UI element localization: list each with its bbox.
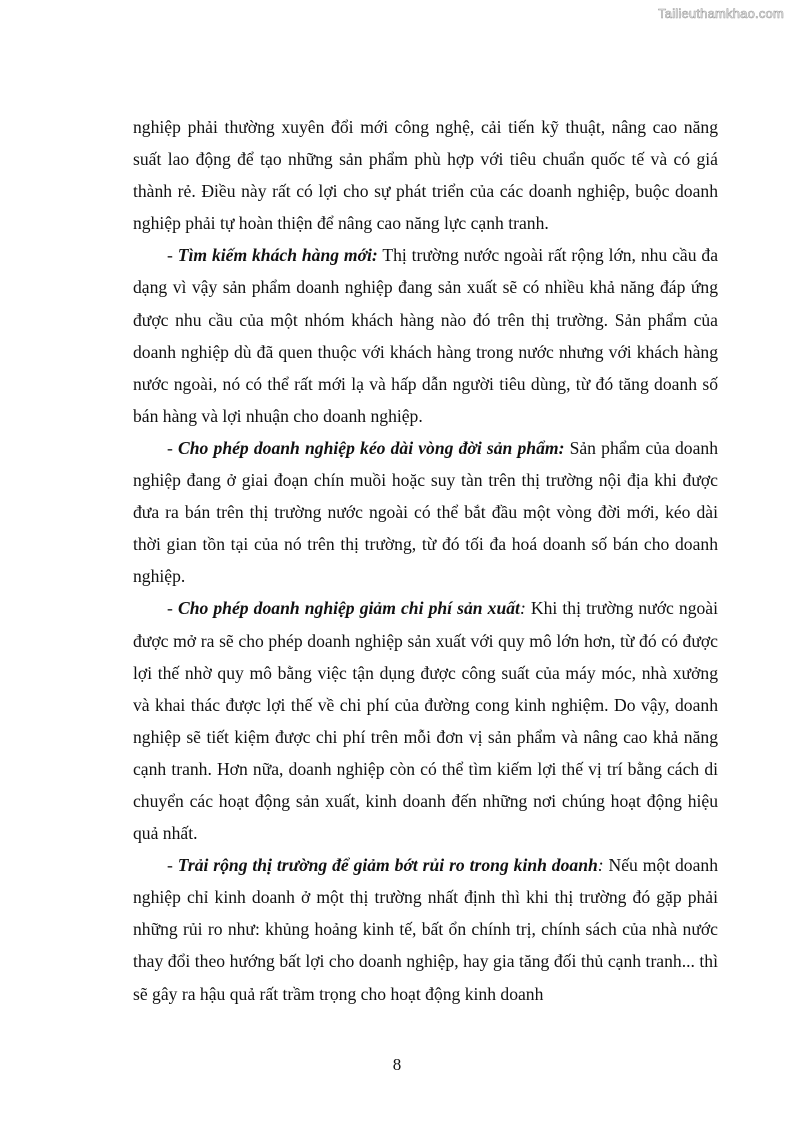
- paragraph-4-sep: :: [519, 598, 526, 619]
- paragraph-2: [133, 239, 718, 432]
- paragraph-2-lead: -: [167, 245, 178, 266]
- paragraph-5-lead: -: [167, 855, 178, 876]
- paragraph-1: [133, 111, 718, 239]
- paragraph-2-term: Tìm kiếm khách hàng mới:: [177, 245, 378, 266]
- document-body: [133, 111, 718, 1010]
- paragraph-2-text: Thị trường nước ngoài rất rộng lớn, nhu cầu đa dạng vì vậy sản phẩm doanh nghiệp đang sản xuất sẽ có nhiều khả năng đáp ứng được nhu cầu của một nhóm khách hàng nào đó trên thị trường. Sản phẩm của doanh nghiệp dù đã quen thuộc với khách hàng trong nước nhưng với khách hàng nước ngoài, nó có thể rất mới lạ và hấp dẫn người tiêu dùng, từ đó tăng doanh số bán hàng và lợi nhuận cho doanh nghiệp.: [133, 245, 718, 426]
- paragraph-4-term: Cho phép doanh nghiệp giảm chi phí sản xuất: [177, 598, 520, 619]
- paragraph-5: [133, 849, 718, 1009]
- paragraph-3-term: Cho phép doanh nghiệp kéo dài vòng đời sản phẩm:: [178, 437, 565, 458]
- paragraph-3-lead: -: [167, 437, 179, 458]
- paragraph-4-text: Khi thị trường nước ngoài được mở ra sẽ cho phép doanh nghiệp sản xuất với quy mô lớn hơn, từ đó có được lợi thế nhờ quy mô bằng việc tận dụng được công suất của máy móc, nhà xưởng và khai thác được lợi thế về chi phí của đường cong kinh nghiệm. Do vậy, doanh nghiệp sẽ tiết kiệm được chi phí trên mỗi đơn vị sản phẩm và nâng cao khả năng cạnh tranh. Hơn nữa, doanh nghiệp còn có thể tìm kiếm lợi thế vị trí bằng cách di chuyển các hoạt động sản xuất, kinh doanh đến những nơi chúng hoạt động hiệu quả nhất.: [133, 598, 718, 844]
- paragraph-3: [133, 432, 718, 592]
- paragraph-5-term: Trải rộng thị trường để giảm bớt rủi ro trong kinh doanh: [177, 855, 598, 876]
- paragraph-3-text: Sản phẩm của doanh nghiệp đang ở giai đoạn chín muồi hoặc suy tàn trên thị trường nội địa khi được đưa ra bán trên thị trường nước ngoài có thể bắt đầu một vòng đời mới, kéo dài thời gian tồn tại của nó trên thị trường, từ đó tối đa hoá doanh số bán cho doanh nghiệp.: [133, 437, 718, 587]
- paragraph-4-lead: -: [167, 598, 178, 619]
- paragraph-5-sep: :: [597, 855, 604, 876]
- paragraph-5-text: Nếu một doanh nghiệp chỉ kinh doanh ở một thị trường nhất định thì khi thị trường đó gặp phải những rủi ro như: khủng hoảng kinh tế, bất ổn chính trị, chính sách của nhà nước thay đổi theo hướng bất lợi cho doanh nghiệp, hay gia tăng đối thủ cạnh tranh... thì sẽ gây ra hậu quả rất trầm trọng cho hoạt động kinh doanh: [133, 855, 719, 1004]
- paragraph-1-text: nghiệp phải thường xuyên đổi mới công nghệ, cải tiến kỹ thuật, nâng cao năng suất lao động để tạo những sản phẩm phù hợp với tiêu chuẩn quốc tế và có giá thành rẻ. Điều này rất có lợi cho sự phát triển của các doanh nghiệp, buộc doanh nghiệp phải tự hoàn thiện để nâng cao năng lực cạnh tranh.: [133, 117, 718, 234]
- paragraph-4: [133, 592, 718, 849]
- page-number: 8: [392, 1055, 402, 1074]
- watermark-text: Tailieuthamkhao.com: [658, 6, 784, 21]
